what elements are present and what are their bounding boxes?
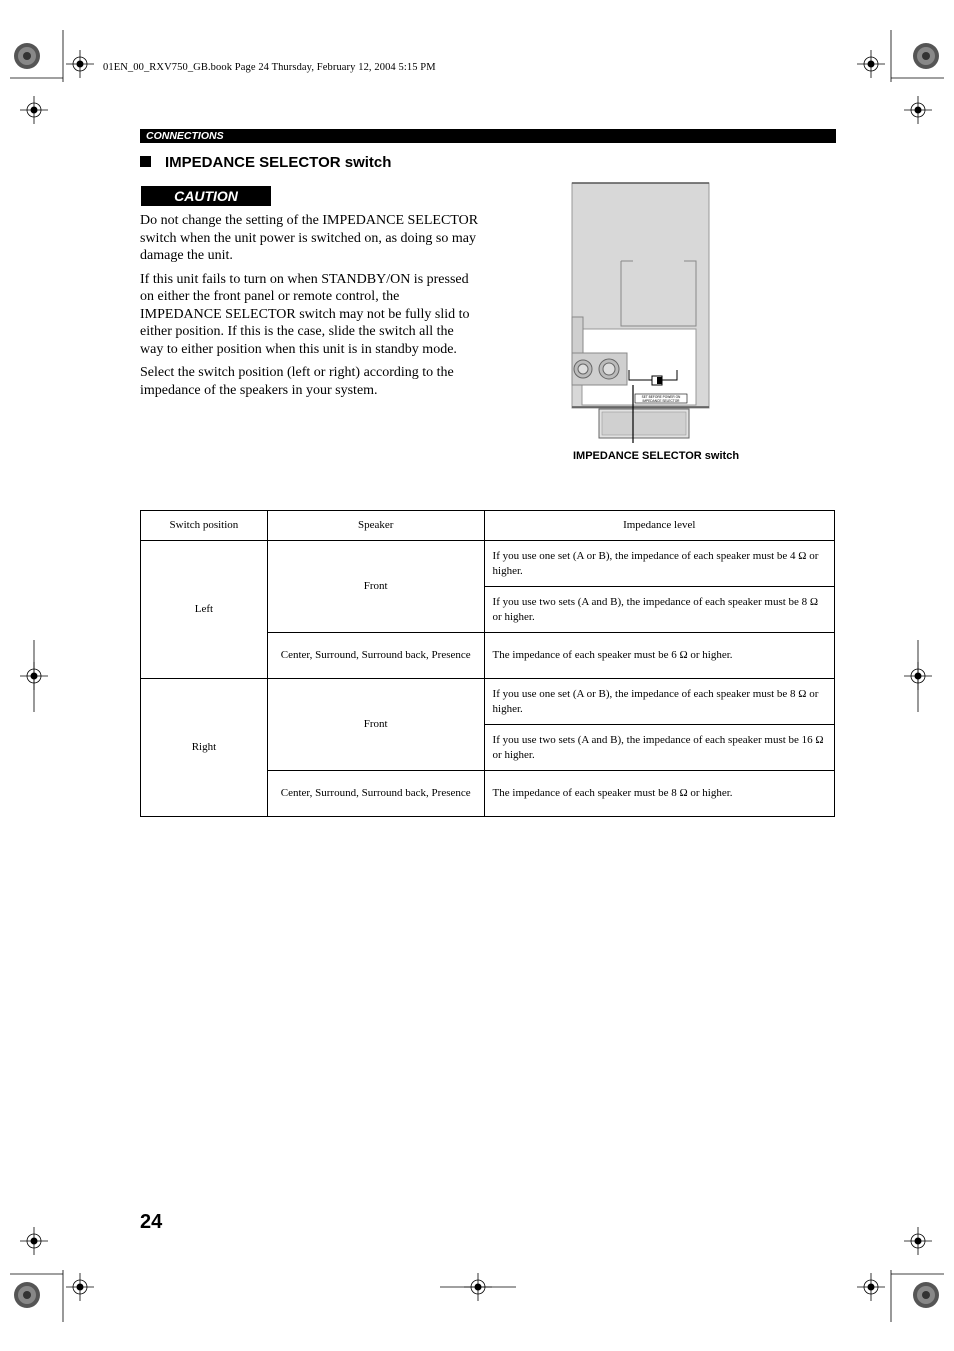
impedance-cell: The impedance of each speaker must be 8 Ω or higher. [484,771,834,817]
paragraph: Select the switch position (left or right) according to the impedance of the speakers in your system. [140,365,454,398]
square-bullet-icon [140,156,151,167]
speaker-cell: Front [267,679,484,771]
page-number: 24 [140,1211,163,1233]
impedance-cell: If you use two sets (A and B), the impedance of each speaker must be 16 Ω or higher. [484,725,834,771]
column-header: Impedance level [484,511,834,541]
rear-panel-illustration [566,178,716,443]
impedance-table [140,510,835,817]
column-header: Switch position [141,511,268,541]
section-bar [140,129,836,143]
section-title: CONNECTIONS [146,130,224,142]
impedance-cell: If you use one set (A or B), the impedance of each speaker must be 4 Ω or higher. [484,541,834,587]
column-header: Speaker [267,511,484,541]
switch-position-cell: Left [141,541,268,679]
heading-text: IMPEDANCE SELECTOR switch [165,154,392,171]
switch-position-cell: Right [141,679,268,817]
table-row [141,541,835,587]
paragraph: If this unit fails to turn on when STANDBY/ON is pressed on either the front panel or remote control, the IMPEDANCE SELECTOR switch may not be fully slid to either position. If this is the case, slide the switch all the way to either position when this unit is in standby mode. [140,271,470,357]
table-row [141,679,835,725]
impedance-cell: If you use one set (A or B), the impedance of each speaker must be 8 Ω or higher. [484,679,834,725]
section-heading [140,154,391,172]
impedance-cell: The impedance of each speaker must be 6 Ω or higher. [484,633,834,679]
impedance-cell: If you use two sets (A and B), the impedance of each speaker must be 8 Ω or higher. [484,587,834,633]
print-header: 01EN_00_RXV750_GB.book Page 24 Thursday, February 12, 2004 5:15 PM [103,62,436,73]
paragraph: Do not change the setting of the IMPEDANCE SELECTOR switch when the unit power is switched on, as doing so may damage the unit. [140,213,479,263]
speaker-cell: Center, Surround, Surround back, Presence [267,633,484,679]
figure-caption: IMPEDANCE SELECTOR switch [573,450,740,462]
speaker-cell: Front [267,541,484,633]
caution-text [140,212,480,405]
speaker-cell: Center, Surround, Surround back, Presence [267,771,484,817]
svg-text:SET BEFORE POWER ON: SET BEFORE POWER ON [641,395,681,399]
svg-text:IMPEDANCE SELECTOR: IMPEDANCE SELECTOR [642,399,680,403]
table-header-row [141,511,835,541]
caution-label: CAUTION [141,186,271,206]
